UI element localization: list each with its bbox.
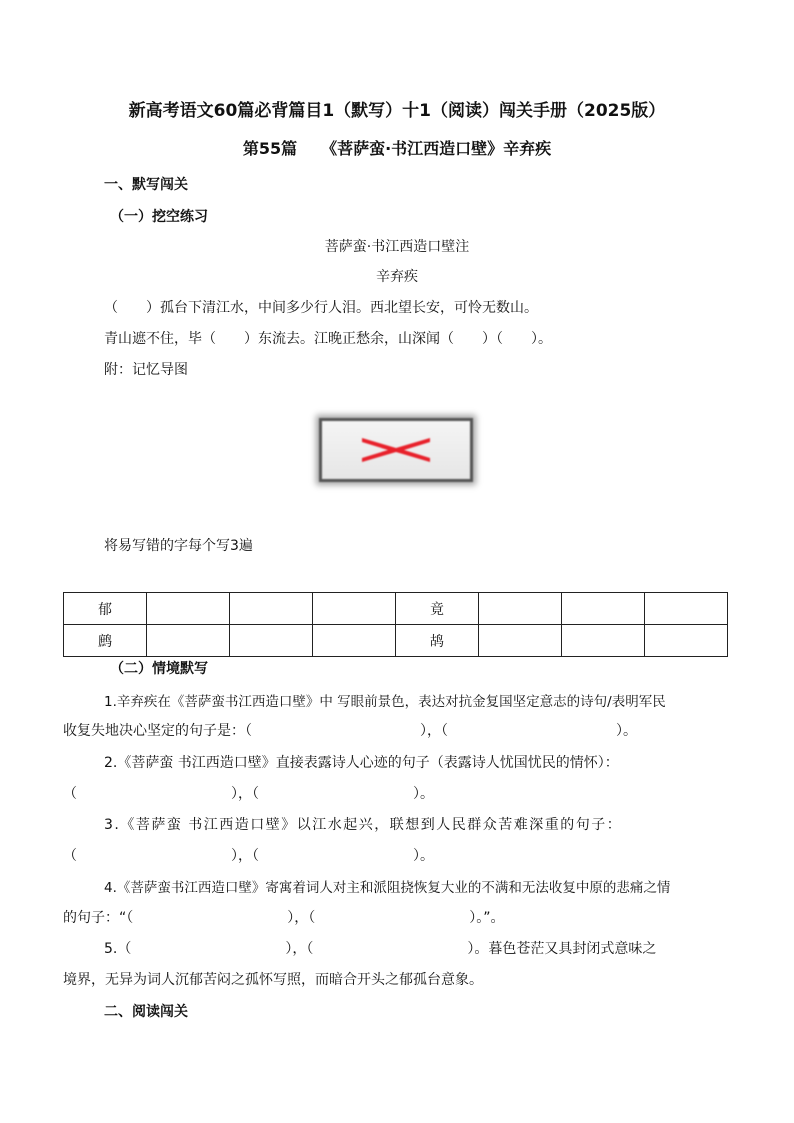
poem-author: 辛弃疾 <box>376 269 418 285</box>
table-row <box>64 625 728 657</box>
question-4-line-1: 4.《菩萨蛮书江西造口壁》寄寓着词人对主和派阻挠恢复大业的不满和无法收复中原的悲痛之情 <box>104 880 671 896</box>
question-5-line-2: 境界，无异为词人沉郁苦闷之孤怀写照，而暗合开头之郁孤台意象。 <box>63 972 483 988</box>
poem-line-2: 青山遮不住，毕（ ）东流去。江晚正愁余，山深闻（ ）（ ）。 <box>104 331 552 347</box>
table-cell[interactable] <box>313 625 396 657</box>
table-cell[interactable] <box>313 593 396 625</box>
question-2-line-2: （ ），（ ）。 <box>63 786 434 802</box>
write-instruction: 将易写错的字每个写3遍 <box>104 538 253 554</box>
table-cell[interactable]: 郁 <box>64 593 147 625</box>
subsection-heading-context-dictation: （二）情境默写 <box>110 661 208 677</box>
question-5-line-1: 5.（ ），（ ）。暮色苍茫又具封闭式意味之 <box>104 941 657 957</box>
table-cell[interactable]: 鹧 <box>64 625 147 657</box>
broken-image-placeholder <box>319 418 473 482</box>
poem-line-1: （ ）孤台下清江水，中间多少行人泪。西北望长安，可怜无数山。 <box>104 300 538 316</box>
table-cell[interactable]: 鸪 <box>396 625 479 657</box>
table-cell[interactable] <box>562 625 645 657</box>
table-cell[interactable] <box>562 593 645 625</box>
section-heading-reading: 二、阅读闯关 <box>104 1004 188 1020</box>
table-cell[interactable]: 竟 <box>396 593 479 625</box>
question-1-line-1: 1.辛弃疾在《菩萨蛮书江西造口壁》中 写眼前景色，表达对抗金复国坚定意志的诗句/表明军民 <box>104 694 666 710</box>
question-3-line-1: 3.《菩萨蛮 书江西造口壁》以江水起兴，联想到人民群众苦难深重的句子： <box>104 817 623 833</box>
chapter-title: 第55篇 《菩萨蛮·书江西造口壁》辛弃疾 <box>242 139 552 158</box>
poem-title: 菩萨蛮·书江西造口壁注 <box>324 239 470 255</box>
appendix-label: 附：记忆导图 <box>104 362 188 378</box>
table-cell[interactable] <box>230 593 313 625</box>
table-cell[interactable] <box>147 625 230 657</box>
table-cell[interactable] <box>479 593 562 625</box>
broken-image-icon <box>360 435 432 465</box>
table-cell[interactable] <box>645 625 728 657</box>
table-cell[interactable] <box>230 625 313 657</box>
subsection-heading-fill-blank: （一）挖空练习 <box>110 209 208 225</box>
table-cell[interactable] <box>645 593 728 625</box>
table-cell[interactable] <box>479 625 562 657</box>
practice-table <box>63 592 728 657</box>
question-3-line-2: （ ），（ ）。 <box>63 848 434 864</box>
table-row <box>64 593 728 625</box>
table-cell[interactable] <box>147 593 230 625</box>
document-title: 新高考语文60篇必背篇目1（默写）十1（阅读）闯关手册（2025版） <box>128 101 666 121</box>
question-1-line-2: 收复失地决心坚定的句子是：（ ），（ ）。 <box>63 723 637 739</box>
question-2-line-1: 2.《菩萨蛮 书江西造口壁》直接表露诗人心迹的句子（表露诗人忧国忧民的情怀）： <box>104 755 619 771</box>
question-4-line-2: 的句子：“（ ），（ ）。”。 <box>63 910 505 926</box>
section-heading-dictation: 一、默写闯关 <box>104 177 188 193</box>
